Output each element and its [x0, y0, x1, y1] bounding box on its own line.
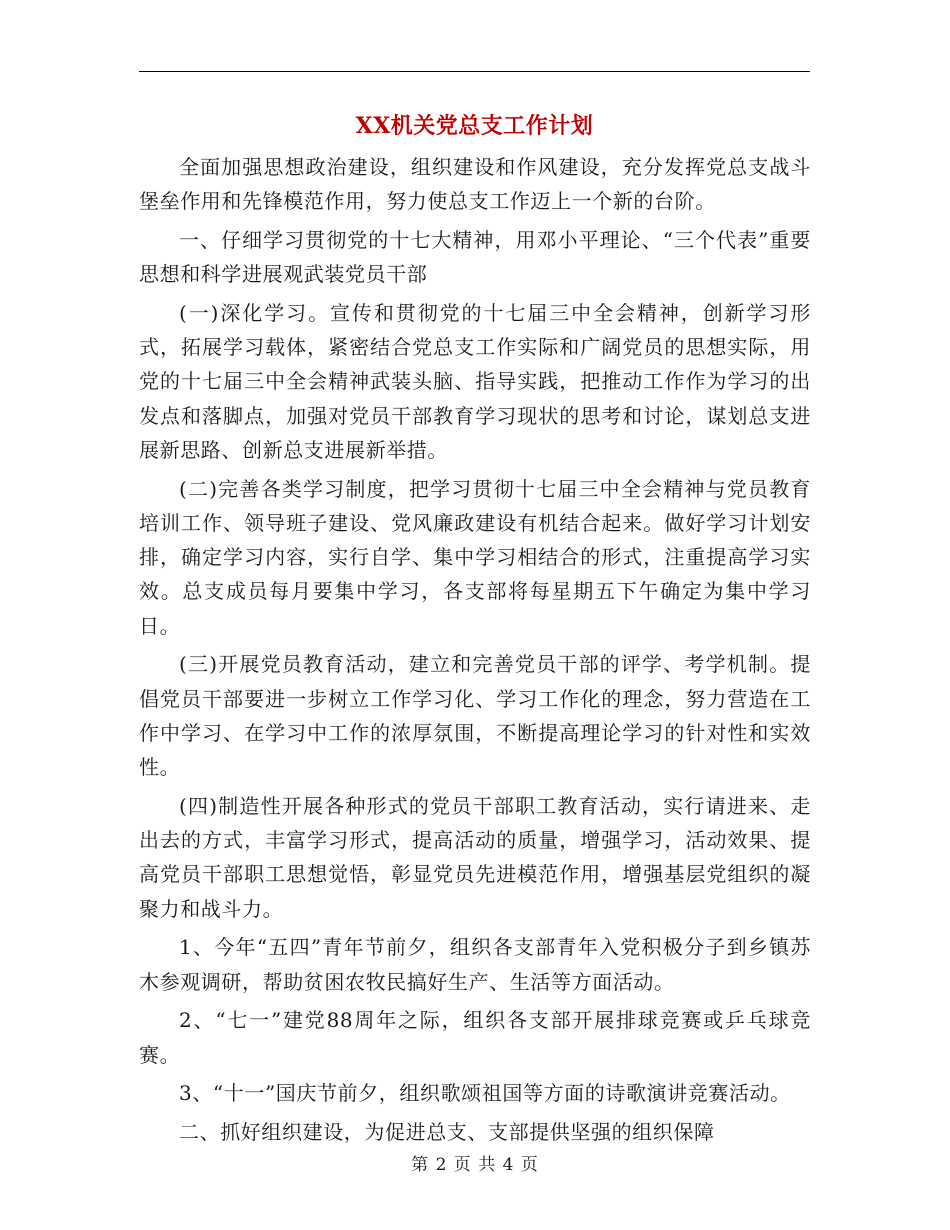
paragraph-item-4: (四)制造性开展各种形式的党员干部职工教育活动，实行请进来、走出去的方式，丰富学习形式，提高活动的质量，增强学习，活动效果、提高党员干部职工思想觉悟，彰显党员先进模范作用，增强基层党组织的凝聚力和战斗力。: [139, 793, 811, 921]
document-title: XX机关党总支工作计划: [355, 113, 594, 139]
document-body: [139, 150, 811, 1153]
page-number: 第 2 页 共 4 页: [411, 1155, 539, 1175]
section-heading-1: 一、仔细学习贯彻党的十七大精神，用邓小平理论、“三个代表”重要思想和科学进展观武装党员干部: [139, 227, 811, 287]
list-item-1: 1、今年“五四”青年节前夕，组织各支部青年入党积极分子到乡镇苏木参观调研，帮助贫困农牧民搞好生产、生活等方面活动。: [139, 935, 811, 994]
paragraph-item-3: (三)开展党员教育活动，建立和完善党员干部的评学、考学机制。提倡党员干部要进一步树立工作学习化、学习工作化的理念，努力营造在工作中学习、在学习中工作的浓厚氛围，不断提高理论学习的针对性和实效性。: [139, 652, 811, 780]
list-item-2: 2、“七一”建党88周年之际，组织各支部开展排球竞赛或乒乓球竞赛。: [139, 1008, 811, 1067]
header-rule: [139, 71, 810, 72]
paragraph-intro: 全面加强思想政治建设，组织建设和作风建设，充分发挥党总支战斗堡垒作用和先锋模范作用，努力使总支工作迈上一个新的台阶。: [139, 155, 811, 214]
list-item-3: 3、“十一”国庆节前夕，组织歌颂祖国等方面的诗歌演讲竞赛活动。: [179, 1081, 791, 1106]
paragraph-item-1: (一)深化学习。宣传和贯彻党的十七届三中全会精神，创新学习形式，拓展学习载体，紧密结合党总支工作实际和广阔党员的思想实际，用党的十七届三中全会精神武装头脑、指导实践，把推动工作作为学习的出发点和落脚点，加强对党员干部教育学习现状的思考和讨论，谋划总支进展新思路、创新总支进展新举措。: [139, 300, 811, 462]
section-heading-2: 二、抓好组织建设，为促进总支、支部提供坚强的组织保障: [179, 1119, 715, 1144]
page-footer: [0, 1153, 950, 1177]
paragraph-item-2: (二)完善各类学习制度，把学习贯彻十七届三中全会精神与党员教育培训工作、领导班子建设、党风廉政建设有机结合起来。做好学习计划安排，确定学习内容，实行自学、集中学习相结合的形式，注重提高学习实效。总支成员每月要集中学习，各支部将每星期五下午确定为集中学习日。: [139, 476, 811, 638]
